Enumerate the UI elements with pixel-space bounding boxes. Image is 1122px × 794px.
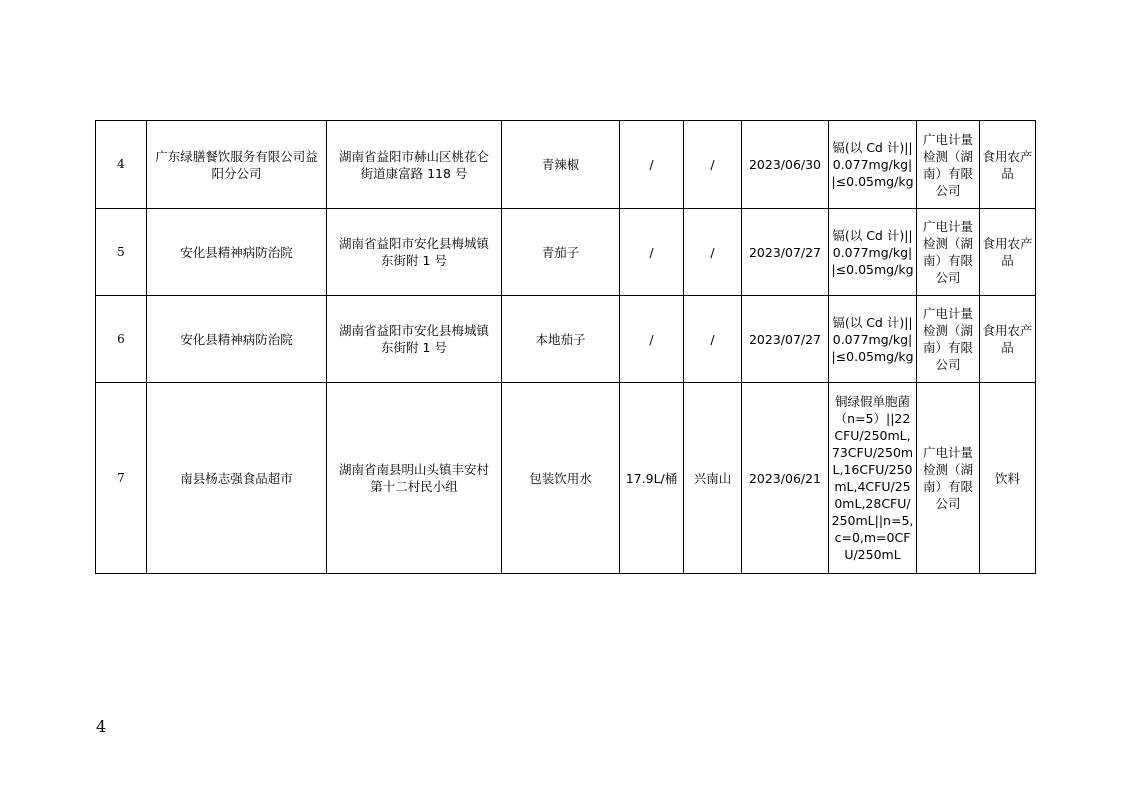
product-category: 食用农产品 bbox=[980, 121, 1036, 209]
nonconforming-item: 铜绿假单胞菌（n=5）||22CFU/250mL,73CFU/250mL,16CFU/250mL,4CFU/250mL,28CFU/250mL||n=5,c=0,m=0CFU/250mL bbox=[829, 383, 917, 574]
row-number: 5 bbox=[96, 209, 147, 296]
product-name: 包装饮用水 bbox=[502, 383, 620, 574]
product-brand: 兴南山 bbox=[684, 383, 742, 574]
product-spec: / bbox=[620, 209, 684, 296]
testing-agency: 广电计量检测（湖南）有限公司 bbox=[917, 296, 980, 383]
product-name: 青茄子 bbox=[502, 209, 620, 296]
company-name: 广东绿膳餐饮服务有限公司益阳分公司 bbox=[147, 121, 327, 209]
product-spec: / bbox=[620, 121, 684, 209]
results-table bbox=[95, 120, 1036, 574]
product-category: 食用农产品 bbox=[980, 209, 1036, 296]
product-brand: / bbox=[684, 296, 742, 383]
company-address: 湖南省益阳市安化县梅城镇东街附 1 号 bbox=[327, 296, 502, 383]
company-name: 安化县精神病防治院 bbox=[147, 296, 327, 383]
row-number: 6 bbox=[96, 296, 147, 383]
product-category: 饮料 bbox=[980, 383, 1036, 574]
production-date: 2023/07/27 bbox=[742, 296, 829, 383]
table-row bbox=[96, 121, 1036, 209]
page-number: 4 bbox=[96, 717, 107, 736]
product-spec: 17.9L/桶 bbox=[620, 383, 684, 574]
testing-agency: 广电计量检测（湖南）有限公司 bbox=[917, 383, 980, 574]
nonconforming-item: 镉(以 Cd 计)||0.077mg/kg||≤0.05mg/kg bbox=[829, 121, 917, 209]
table-row bbox=[96, 296, 1036, 383]
product-spec: / bbox=[620, 296, 684, 383]
table-row bbox=[96, 383, 1036, 574]
production-date: 2023/06/21 bbox=[742, 383, 829, 574]
product-brand: / bbox=[684, 121, 742, 209]
product-name: 本地茄子 bbox=[502, 296, 620, 383]
company-address: 湖南省南县明山头镇丰安村第十二村民小组 bbox=[327, 383, 502, 574]
nonconforming-item: 镉(以 Cd 计)||0.077mg/kg||≤0.05mg/kg bbox=[829, 296, 917, 383]
nonconforming-item: 镉(以 Cd 计)||0.077mg/kg||≤0.05mg/kg bbox=[829, 209, 917, 296]
company-address: 湖南省益阳市安化县梅城镇东街附 1 号 bbox=[327, 209, 502, 296]
product-name: 青辣椒 bbox=[502, 121, 620, 209]
product-category: 食用农产品 bbox=[980, 296, 1036, 383]
table-row bbox=[96, 209, 1036, 296]
company-name: 安化县精神病防治院 bbox=[147, 209, 327, 296]
company-address: 湖南省益阳市赫山区桃花仑街道康富路 118 号 bbox=[327, 121, 502, 209]
production-date: 2023/06/30 bbox=[742, 121, 829, 209]
row-number: 7 bbox=[96, 383, 147, 574]
product-brand: / bbox=[684, 209, 742, 296]
testing-agency: 广电计量检测（湖南）有限公司 bbox=[917, 209, 980, 296]
row-number: 4 bbox=[96, 121, 147, 209]
testing-agency: 广电计量检测（湖南）有限公司 bbox=[917, 121, 980, 209]
company-name: 南县杨志强食品超市 bbox=[147, 383, 327, 574]
production-date: 2023/07/27 bbox=[742, 209, 829, 296]
